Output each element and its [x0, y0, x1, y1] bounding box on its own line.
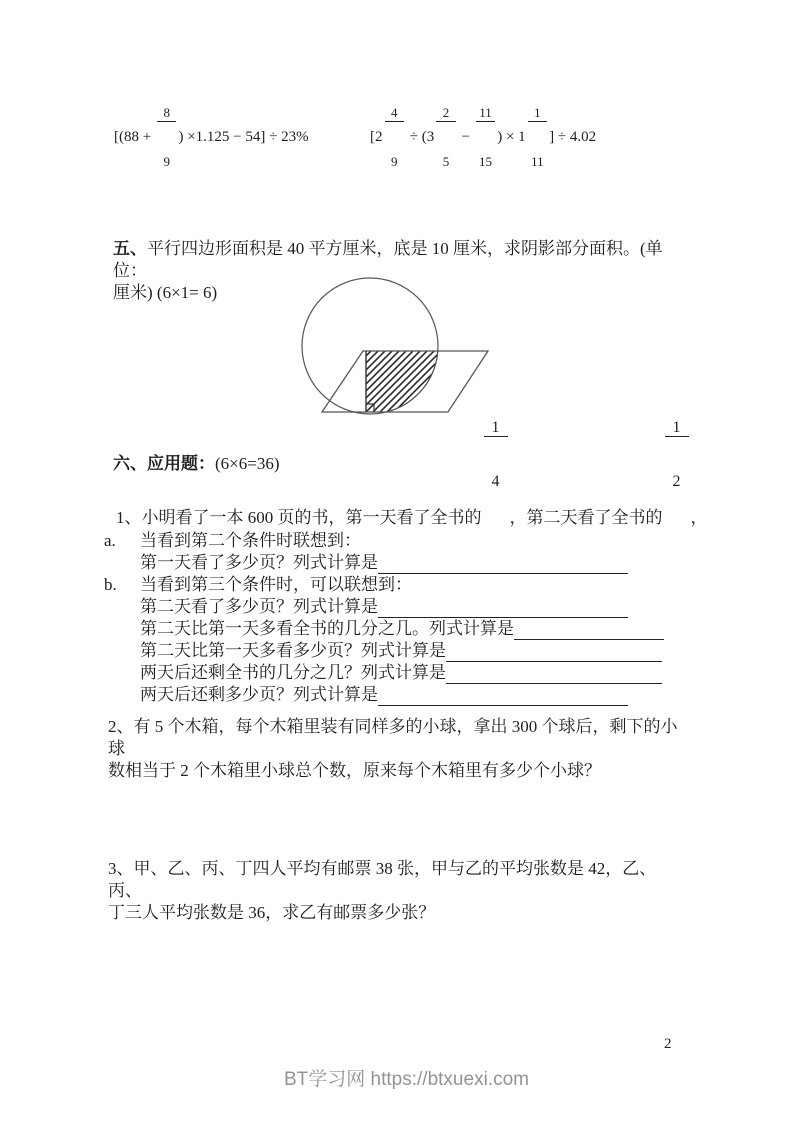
problem-text: 平行四边形面积是 40 平方厘米，底是 10 厘米，求阴影部分面积。(单位：	[113, 239, 663, 280]
section-number: 六、	[113, 454, 147, 473]
fraction-numerator: 11	[476, 105, 496, 122]
section-number: 五、	[113, 239, 147, 258]
fraction	[528, 73, 548, 201]
answer-blank	[446, 666, 662, 684]
fraction	[157, 73, 177, 201]
question-1-subitems	[104, 530, 664, 706]
subitem-a	[104, 530, 664, 552]
subitem-text: 两天后还剩全书的几分之几？列式计算是	[140, 663, 446, 682]
fraction	[385, 73, 405, 201]
fraction-numerator: 8	[157, 105, 177, 122]
problem-text: 厘米) (6×1= 6)	[113, 283, 218, 302]
fraction-denominator: 11	[531, 153, 544, 169]
subitem-text: 第一天看了多少页？列式计算是	[140, 553, 378, 572]
question-3	[108, 858, 688, 924]
subitem-line	[104, 596, 664, 618]
calc-formula-1	[114, 104, 309, 169]
fraction-numerator: 4	[385, 105, 405, 122]
fraction-denominator: 15	[478, 153, 492, 169]
shaded-region	[366, 351, 438, 412]
footer-site-link: BT学习网 https://btxuexi.com	[284, 1069, 529, 1090]
question-text: 数相当于 2 个木箱里小球总个数，原来每个木箱里有多少个小球？	[108, 761, 601, 780]
formula-text: ] ÷ 4.02	[549, 128, 597, 145]
fraction-numerator: 2	[436, 105, 456, 122]
fraction	[476, 73, 496, 201]
formula-text: ) × 1	[497, 128, 526, 145]
subitem-line	[104, 662, 664, 684]
question-2	[108, 716, 688, 782]
formula-text: ) ×1.125 − 54] ÷ 23%	[178, 128, 309, 145]
subitem-label: b.	[104, 575, 117, 594]
subitem-text: 第二天看了多少页？列式计算是	[140, 597, 378, 616]
subitem-text: 当看到第三个条件时，可以联想到：	[140, 575, 412, 594]
fraction-numerator: 1	[665, 419, 689, 438]
answer-blank	[514, 622, 664, 640]
subitem-text: 两天后还剩多少页？列式计算是	[140, 685, 378, 704]
formula-text: [(88 +	[114, 128, 155, 145]
subitem-text: 第二天比第一天多看全书的几分之几。列式计算是	[140, 619, 514, 638]
subitem-label: a.	[104, 531, 116, 550]
fraction-denominator: 4	[491, 473, 500, 491]
answer-blank	[378, 600, 628, 618]
subitem-line	[104, 618, 664, 640]
question-text: 3、甲、乙、丙、丁四人平均有邮票 38 张，甲与乙的平均张数是 42，乙、丙、	[108, 859, 657, 900]
subitem-text: 当看到第二个条件时联想到：	[140, 531, 361, 550]
subitem-line	[104, 552, 664, 574]
question-text: 丁三人平均张数是 36，求乙有邮票多少张？	[108, 903, 436, 922]
question-text: ，	[690, 508, 708, 527]
geometry-figure	[278, 276, 548, 426]
formula-text: ÷ (3	[406, 128, 435, 145]
fraction	[436, 73, 456, 201]
fraction-numerator: 1	[484, 419, 508, 438]
subitem-line	[104, 640, 664, 662]
subitem-text: 第二天比第一天多看多少页？列式计算是	[140, 641, 446, 660]
section-6-heading	[113, 453, 693, 475]
answer-blank	[446, 644, 662, 662]
question-text: ，第二天看了全书的	[509, 508, 663, 527]
fraction	[484, 383, 508, 527]
fraction-denominator: 9	[163, 153, 170, 169]
fraction-denominator: 9	[391, 153, 398, 169]
formula-text: −	[457, 128, 474, 145]
question-text: 1、小明看了一本 600 页的书，第一天看了全书的	[116, 508, 482, 527]
answer-blank	[378, 688, 628, 706]
page-number: 2	[664, 1036, 672, 1052]
fraction-denominator: 5	[442, 153, 450, 169]
section-title: 应用题：	[147, 454, 215, 473]
answer-blank	[378, 556, 628, 574]
fraction-numerator: 1	[528, 105, 548, 122]
section-score: (6×6=36)	[215, 454, 280, 473]
fraction	[665, 383, 689, 527]
fraction-denominator: 2	[672, 473, 681, 491]
question-text: 2、有 5 个木箱，每个木箱里装有同样多的小球，拿出 300 个球后，剩下的小球	[108, 717, 678, 758]
subitem-line	[104, 684, 664, 706]
subitem-b	[104, 574, 664, 596]
formula-text: [2	[370, 128, 383, 145]
calc-formula-2	[370, 104, 597, 169]
